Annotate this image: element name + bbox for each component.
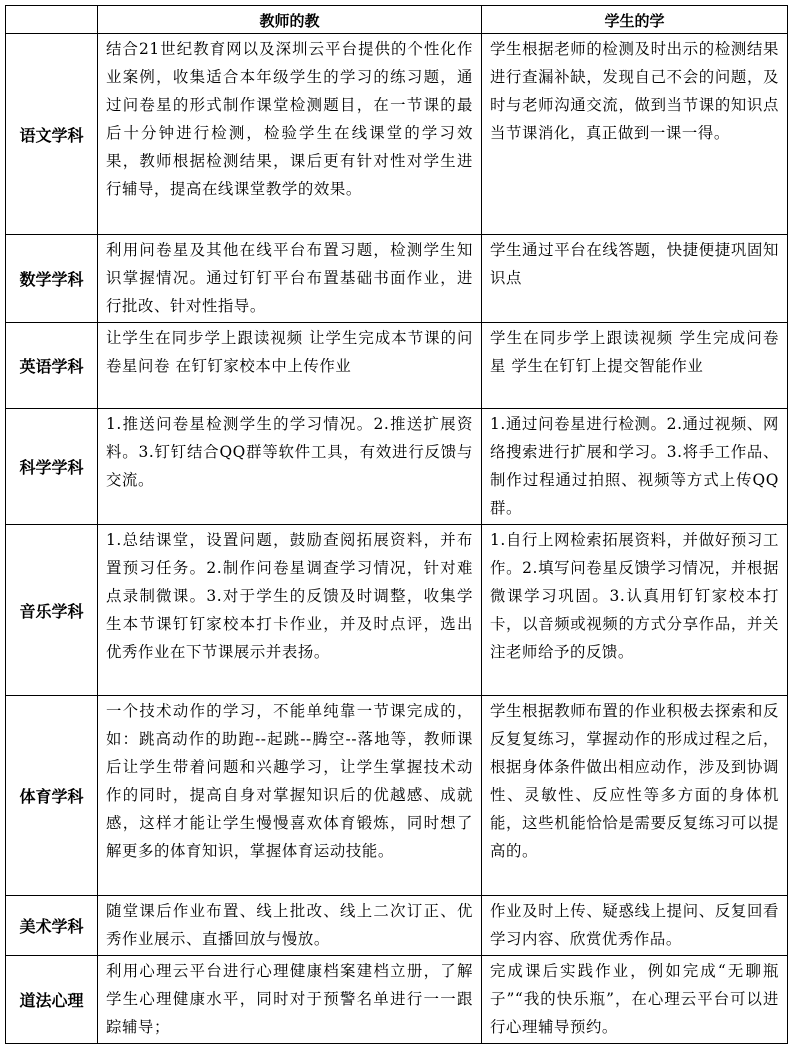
teacher-cell: 随堂课后作业布置、线上批改、线上二次订正、优秀作业展示、直播回放与慢放。: [98, 896, 482, 956]
student-cell: 1.自行上网检索拓展资料，并做好预习工作。2.填写问卷星反馈学习情况，并根据微课学习巩固。3.认真用钉钉家校本打卡，以音频或视频的方式分享作品，并关注老师给予的反馈。: [482, 525, 788, 696]
student-cell: 1.通过问卷星进行检测。2.通过视频、网络搜索进行扩展和学习。3.将手工作品、制作过程通过拍照、视频等方式上传QQ群。: [482, 409, 788, 525]
subject-cell: 音乐学科: [6, 525, 98, 696]
header-student-learning: 学生的学: [482, 6, 788, 34]
table-row: [6, 696, 788, 896]
subject-cell: 数学学科: [6, 235, 98, 323]
header-teacher-teaching: 教师的教: [98, 6, 482, 34]
teacher-cell: 利用心理云平台进行心理健康档案建档立册，了解学生心理健康水平，同时对于预警名单进行一一跟踪辅导；: [98, 956, 482, 1044]
table-row: [6, 323, 788, 409]
teacher-cell: 利用问卷星及其他在线平台布置习题，检测学生知识掌握情况。通过钉钉平台布置基础书面作业，进行批改、针对性指导。: [98, 235, 482, 323]
table-row: [6, 34, 788, 235]
student-cell: 学生根据教师布置的作业积极去探索和反反复复练习，掌握动作的形成过程之后，根据身体条件做出相应动作，涉及到协调性、灵敏性、反应性等多方面的身体机能，这些机能恰恰是需要反复练习可以提高的。: [482, 696, 788, 896]
table-row: [6, 235, 788, 323]
table-row: [6, 409, 788, 525]
header-subject: [6, 6, 98, 34]
student-cell: 学生根据老师的检测及时出示的检测结果进行查漏补缺，发现自己不会的问题，及时与老师沟通交流，做到当节课的知识点当节课消化，真正做到一课一得。: [482, 34, 788, 235]
table-row: [6, 525, 788, 696]
subject-cell: 语文学科: [6, 34, 98, 235]
teacher-cell: 让学生在同步学上跟读视频 让学生完成本节课的问卷星问卷 在钉钉家校本中上传作业: [98, 323, 482, 409]
table-row: [6, 956, 788, 1044]
subject-cell: 美术学科: [6, 896, 98, 956]
teacher-cell: 一个技术动作的学习，不能单纯靠一节课完成的，如：跳高动作的助跑--起跳--腾空--落地等，教师课后让学生带着问题和兴趣学习，让学生掌握技术动作的同时，提高自身对掌握知识后的优越感、成就感，这样才能让学生慢慢喜欢体育锻炼，同时想了解更多的体育知识，掌握体育运动技能。: [98, 696, 482, 896]
table-header-row: [6, 6, 788, 34]
teaching-comparison-table: [5, 5, 788, 1044]
subject-cell: 英语学科: [6, 323, 98, 409]
student-cell: 完成课后实践作业，例如完成“无聊瓶子”“我的快乐瓶”，在心理云平台可以进行心理辅导预约。: [482, 956, 788, 1044]
student-cell: 学生通过平台在线答题，快捷便捷巩固知识点: [482, 235, 788, 323]
subject-cell: 体育学科: [6, 696, 98, 896]
student-cell: 作业及时上传、疑惑线上提问、反复回看学习内容、欣赏优秀作品。: [482, 896, 788, 956]
subject-cell: 科学学科: [6, 409, 98, 525]
teacher-cell: 结合21世纪教育网以及深圳云平台提供的个性化作业案例，收集适合本年级学生的学习的练习题，通过问卷星的形式制作课堂检测题目，在一节课的最后十分钟进行检测，检验学生在线课堂的学习效果，教师根据检测结果，课后更有针对性对学生进行辅导，提高在线课堂教学的效果。: [98, 34, 482, 235]
student-cell: 学生在同步学上跟读视频 学生完成问卷星 学生在钉钉上提交智能作业: [482, 323, 788, 409]
teacher-cell: 1.总结课堂，设置问题，鼓励查阅拓展资料，并布置预习任务。2.制作问卷星调查学习情况，针对难点录制微课。3.对于学生的反馈及时调整，收集学生本节课钉钉家校本打卡作业，并及时点评，选出优秀作业在下节课展示并表扬。: [98, 525, 482, 696]
teacher-cell: 1.推送问卷星检测学生的学习情况。2.推送扩展资料。3.钉钉结合QQ群等软件工具，有效进行反馈与交流。: [98, 409, 482, 525]
subject-cell: 道法心理: [6, 956, 98, 1044]
table-row: [6, 896, 788, 956]
